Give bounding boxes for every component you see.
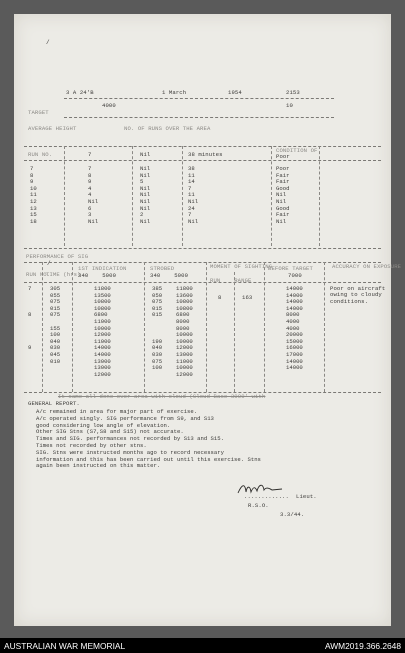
t2-run-cell: 8	[28, 311, 32, 319]
t1-col5-cell: Nil	[276, 197, 287, 205]
t2-target-cell: 4000	[286, 317, 300, 325]
t2-target-cell: 16000	[286, 344, 303, 352]
t1-col2-cell: 6	[88, 204, 92, 212]
t2-strobed5000-cell: 13600	[176, 291, 193, 299]
t1-run-cell: 8	[30, 171, 34, 179]
t2-indication-cell: 11800	[94, 285, 111, 292]
t2-indication-header: 1ST INDICATION	[78, 265, 127, 272]
t2-indication-cell: 14000	[94, 344, 111, 352]
t2-time-cell: 040	[50, 337, 61, 345]
t2-time-cell: 010	[50, 357, 61, 365]
t2-time-cell: 305	[50, 285, 61, 292]
t2-strobed5000-cell: 12000	[176, 344, 193, 352]
flight-value: 10	[286, 102, 293, 109]
t2-target-col: 7000	[288, 272, 302, 279]
t2-sight-run: 8	[218, 294, 222, 301]
remarks-line: Other SIG Stns (S7,S8 and S15) not accurate.	[36, 428, 184, 436]
doc-year: 1954	[228, 89, 242, 96]
t1-col5-cell: Nil	[276, 217, 287, 225]
t2-time-cell: 075	[50, 311, 61, 319]
t2-indication-cell: 11000	[94, 317, 111, 325]
t2-time-column	[50, 286, 60, 365]
t1-col3-cell: 5	[140, 178, 144, 186]
t1-col5-label: Poor	[276, 153, 290, 160]
t1-col2-label: 7	[88, 151, 92, 158]
t1-col2-cell: 8	[88, 171, 92, 179]
target-label: TARGET	[28, 109, 49, 116]
t2-run-header: RUN NO.	[26, 271, 51, 278]
t1-run-cell: 11	[30, 191, 37, 199]
t1-col2-cell: 7	[88, 165, 92, 172]
t2-strobed-cols: 340 5000	[150, 272, 189, 279]
t2-strobed5000-cell: 10800	[176, 298, 193, 306]
t1-col5-cell: Good	[276, 184, 290, 192]
t1-col3-label: Nil	[140, 151, 151, 158]
t2-run-column	[28, 286, 31, 352]
t2-target-cell: 14000	[286, 291, 303, 299]
t2-time-cell: 015	[50, 304, 61, 312]
signature-line: .............	[244, 493, 289, 500]
remarks-heading: GENERAL REPORT.	[28, 400, 80, 407]
t1-run-header: RUN NO.	[28, 151, 53, 158]
t1-col4-cell: 11	[188, 191, 195, 199]
t1-run-cell: 9	[30, 178, 34, 186]
t2-strobed5000-cell: 8000	[176, 324, 190, 332]
remarks-line: A/c remained in area for major part of exercise.	[36, 408, 198, 415]
t2-indication-cell: 12000	[94, 331, 111, 339]
t1-col3-cell: Nil	[140, 197, 151, 205]
t2-target-column	[286, 286, 303, 372]
t1-col4-cell: Nil	[188, 197, 199, 205]
t1-col2-cell: 9	[88, 178, 92, 186]
t1-col4-cell: Nil	[188, 217, 199, 225]
t2-strobed340-cell: 100	[152, 364, 163, 372]
t2-time-cell: 075	[50, 298, 61, 306]
t2-target-cell: 14000	[286, 285, 303, 292]
t2-indication-cell: 11000	[94, 337, 111, 345]
t2-strobed5000-cell: 11800	[176, 285, 193, 292]
t1-run-column	[30, 166, 37, 225]
t2-indication-cell: 13000	[94, 357, 111, 365]
t2-target-cell: 14000	[286, 298, 303, 306]
t2-run-cell: 9	[28, 344, 32, 352]
t1-col2-cell: 4	[88, 191, 92, 199]
t1-col5-header: CONDITION OF	[276, 147, 318, 154]
t1-run-cell: 10	[30, 184, 37, 192]
t2-title: PERFORMANCE OF SIG	[26, 253, 89, 260]
t2-time-cell: 100	[50, 331, 61, 339]
hole-mark: /	[46, 39, 50, 46]
t2-time-cell: 030	[50, 344, 61, 352]
t1-run-cell: 15	[30, 211, 37, 219]
t2-indication-column	[94, 286, 111, 378]
t1-run-cell: 13	[30, 204, 37, 212]
hole-mark: /	[47, 260, 51, 267]
t1-col5-cell: Nil	[276, 191, 287, 199]
t1-col3-cell: Nil	[140, 217, 151, 225]
t1-col3-cell: Nil	[140, 191, 151, 199]
t2-strobed340-column	[152, 286, 162, 372]
t2-accuracy-header: ACCURACY ON EXPOSURE	[332, 263, 402, 270]
remarks-line: good considering low angle of elevation.	[36, 421, 171, 429]
t1-col3-cell: Nil	[140, 171, 151, 179]
t1-col2-cell: Nil	[88, 197, 99, 205]
t1-col4-cell: 24	[188, 204, 195, 212]
t2-strobed340-cell: 075	[152, 357, 163, 365]
t1-col4-cell: 38	[188, 165, 195, 172]
t1-col4-cell: 7	[188, 211, 192, 219]
signature-rank: Lieut.	[296, 493, 317, 500]
remarks-line: Times and SIG. performances not recorded by S13 and S15.	[36, 435, 224, 443]
footer-left: AUSTRALIAN WAR MEMORIAL	[4, 641, 126, 651]
signature-date: 3.3/44.	[280, 511, 305, 518]
t2-strobed-header: STROBED	[150, 265, 175, 272]
t2-target-cell: 8000	[286, 311, 300, 319]
remarks-line: Times not recorded by other stns.	[36, 441, 147, 449]
t1-col2-cell: 3	[88, 211, 92, 219]
t2-strobed5000-cell: 8000	[176, 317, 190, 325]
t1-col4-cell: 11	[188, 171, 195, 179]
t2-time-header: TIME (hrs)	[46, 271, 81, 278]
signature-role: R.S.O.	[248, 502, 269, 509]
remarks-body	[36, 409, 261, 470]
t2-strobed5000-cell: 13000	[176, 350, 193, 358]
document-sheet	[14, 14, 402, 626]
t2-time-cell: 155	[50, 324, 61, 332]
t1-col5-cell: Fair	[276, 211, 290, 219]
t2-strobed340-cell: 190	[152, 337, 163, 345]
t1-run-cell: 12	[30, 197, 37, 205]
t2-strobed5000-cell: 10000	[176, 364, 193, 372]
doc-time: 2153	[286, 89, 300, 96]
t1-col5-cell: Fair	[276, 171, 290, 179]
avg-height-label: AVERAGE HEIGHT	[28, 125, 77, 132]
target-value: 4000	[102, 102, 116, 109]
t2-target-cell: 17000	[286, 350, 303, 358]
t2-target-cell: 20000	[286, 331, 303, 339]
t2-strobed5000-cell: 12000	[176, 370, 193, 378]
t2-indication-cell: 12000	[94, 370, 111, 378]
footer-bar	[0, 638, 405, 653]
t2-strobed340-cell: 050	[152, 291, 163, 299]
t2-target-cell: 14000	[286, 304, 303, 312]
t1-col3-cell: Nil	[140, 204, 151, 212]
t2-strobed5000-cell: 10800	[176, 304, 193, 312]
t1-col5-cell: Fair	[276, 178, 290, 186]
t2-time-cell: 055	[50, 291, 61, 299]
remarks-line: A/c operated singly. SIG performance from S9, and S13	[36, 414, 214, 422]
t2-strobed5000-cell: 6800	[176, 311, 190, 319]
t2-target-cell: 4000	[286, 324, 300, 332]
t1-col5-cell: Good	[276, 204, 290, 212]
t2-sight-range: 163	[242, 294, 253, 301]
t1-col4-cell: 14	[188, 178, 195, 186]
t2-strobed340-cell: 385	[152, 285, 163, 292]
remarks-line: information and this has been carried out until this exercise. Stns	[36, 455, 261, 463]
t2-indication-cell: 13000	[94, 364, 111, 372]
remarks-line: SIG. Stns were instructed months ago to record necessary	[36, 448, 224, 456]
doc-ref: 3 A 24'B	[66, 89, 94, 96]
t2-indication-cell: 10800	[94, 304, 111, 312]
t2-target-cell: 15000	[286, 337, 303, 345]
t1-col5-cell: Poor	[276, 165, 290, 172]
t1-col2-column	[88, 166, 98, 225]
t2-indication-cell: 6800	[94, 311, 108, 319]
t2-strobed340-cell: 075	[152, 298, 163, 306]
remarks-line: again been instructed on this matter.	[36, 462, 161, 470]
t2-indication-cell: 10800	[94, 298, 111, 306]
t2-accuracy-note: Poor on aircraft owing to cloudy conditions.	[330, 285, 386, 305]
t1-col2-cell: 4	[88, 184, 92, 192]
t2-strobed5000-cell: 10000	[176, 331, 193, 339]
t1-run-cell: 18	[30, 217, 37, 225]
t1-run-cell: 7	[30, 165, 34, 172]
t2-time-cell: 045	[50, 350, 61, 358]
t2-indication-cols: 340 5000	[78, 272, 117, 279]
strike-line: It came all done over area with cloud (Cloud Base 3000' with	[58, 393, 266, 400]
t1-col2-cell: Nil	[88, 217, 99, 225]
runs-label: NO. OF RUNS OVER THE AREA	[124, 125, 211, 132]
t1-col3-cell: Nil	[140, 184, 151, 192]
t2-strobed340-cell: 015	[152, 311, 163, 319]
t1-col3-cell: 2	[140, 211, 144, 219]
t2-sighting-header: MOMENT OF SIGHTING	[210, 263, 273, 270]
footer-right: AWM2019.366.2648	[324, 641, 401, 651]
t2-target-cell: 14000	[286, 364, 303, 372]
t1-col4-column	[188, 166, 198, 225]
t2-indication-cell: 10000	[94, 324, 111, 332]
t2-indication-cell: 13500	[94, 291, 111, 299]
t2-indication-cell: 14000	[94, 350, 111, 358]
t1-col3-column	[140, 166, 150, 225]
t1-col4-cell: 7	[188, 184, 192, 192]
t2-sighting-cols: RUN RANGE	[210, 277, 252, 284]
t2-strobed340-cell: 015	[152, 304, 163, 312]
t2-strobed5000-cell: 10000	[176, 337, 193, 345]
t2-strobed340-cell: 030	[152, 350, 163, 358]
t2-strobed340-cell: 040	[152, 344, 163, 352]
t1-col5-column	[276, 166, 289, 225]
t2-strobed5000-cell: 11000	[176, 357, 193, 365]
t1-col4-label: 38 minutes	[188, 151, 223, 158]
t2-run-cell: 7	[28, 285, 32, 292]
t2-target-cell: 14000	[286, 357, 303, 365]
t1-col3-cell: Nil	[140, 165, 151, 172]
t2-strobed5000-column	[176, 286, 193, 378]
t2-target-header: BEFORE TARGET	[268, 265, 313, 272]
doc-date: 1 March	[162, 89, 187, 96]
